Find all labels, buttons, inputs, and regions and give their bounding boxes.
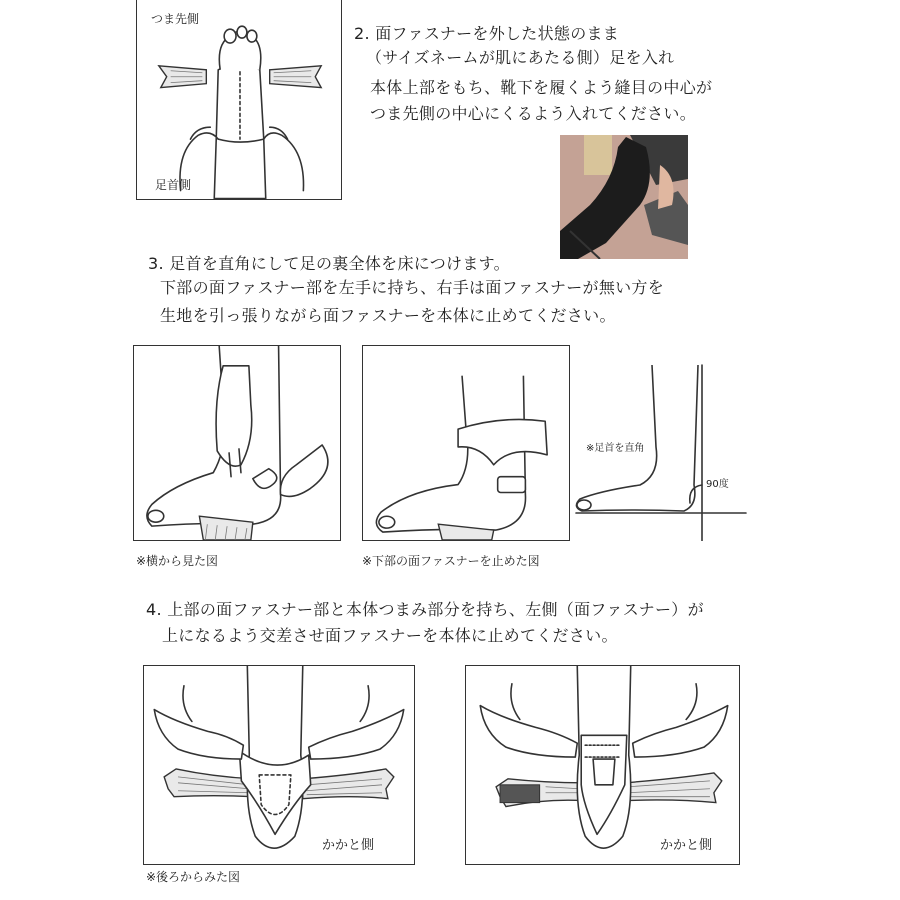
hands-fastening-illustration — [134, 346, 340, 540]
step3-line-2: 下部の面ファスナー部を左手に持ち、右手は面ファスナーが無い方を — [160, 278, 665, 297]
side-view-figure — [133, 345, 341, 541]
lower-strap-fastened-illustration — [363, 346, 569, 540]
fastened-caption: ※下部の面ファスナーを止めた図 — [362, 554, 540, 568]
heel-side-label-left: かかと側 — [322, 838, 375, 853]
step3-line-1: 3. 足首を直角にして足の裏全体を床につけます。 — [148, 254, 510, 273]
heel-side-label-right: かかと側 — [660, 838, 713, 853]
back-view-figure-left — [143, 665, 415, 865]
side-view-caption: ※横から見た図 — [136, 554, 219, 568]
fastened-figure — [362, 345, 570, 541]
back-view-figure-right — [465, 665, 740, 865]
step4-line-1: 4. 上部の面ファスナー部と本体つまみ部分を持ち、左側（面ファスナー）が — [146, 600, 704, 619]
step2-line-4: つま先側の中心にくるよう入れてください。 — [370, 104, 697, 123]
step2-line-2: （サイズネームが肌にあたる側）足を入れ — [366, 48, 675, 67]
step4-line-2: 上になるよう交差させ面ファスナーを本体に止めてください。 — [162, 626, 618, 645]
toe-side-label: つま先側 — [151, 12, 200, 26]
step2-line-3: 本体上部をもち、靴下を履くよう縫目の中心が — [370, 78, 713, 97]
brace-wearing-photo — [560, 135, 688, 259]
back-view-caption: ※後ろからみた図 — [146, 870, 241, 884]
degrees-label: 90度 — [706, 479, 729, 490]
step3-line-3: 生地を引っ張りながら面ファスナーを本体に止めてください。 — [160, 306, 616, 325]
right-angle-figure — [570, 345, 750, 541]
foot-in-brace-illustration — [137, 0, 341, 199]
ankle-side-label: 足首側 — [155, 178, 192, 192]
step2-line-1: 2. 面ファスナーを外した状態のまま — [354, 24, 620, 43]
step2-figure — [136, 0, 342, 200]
right-angle-note: ※足首を直角 — [586, 443, 645, 454]
